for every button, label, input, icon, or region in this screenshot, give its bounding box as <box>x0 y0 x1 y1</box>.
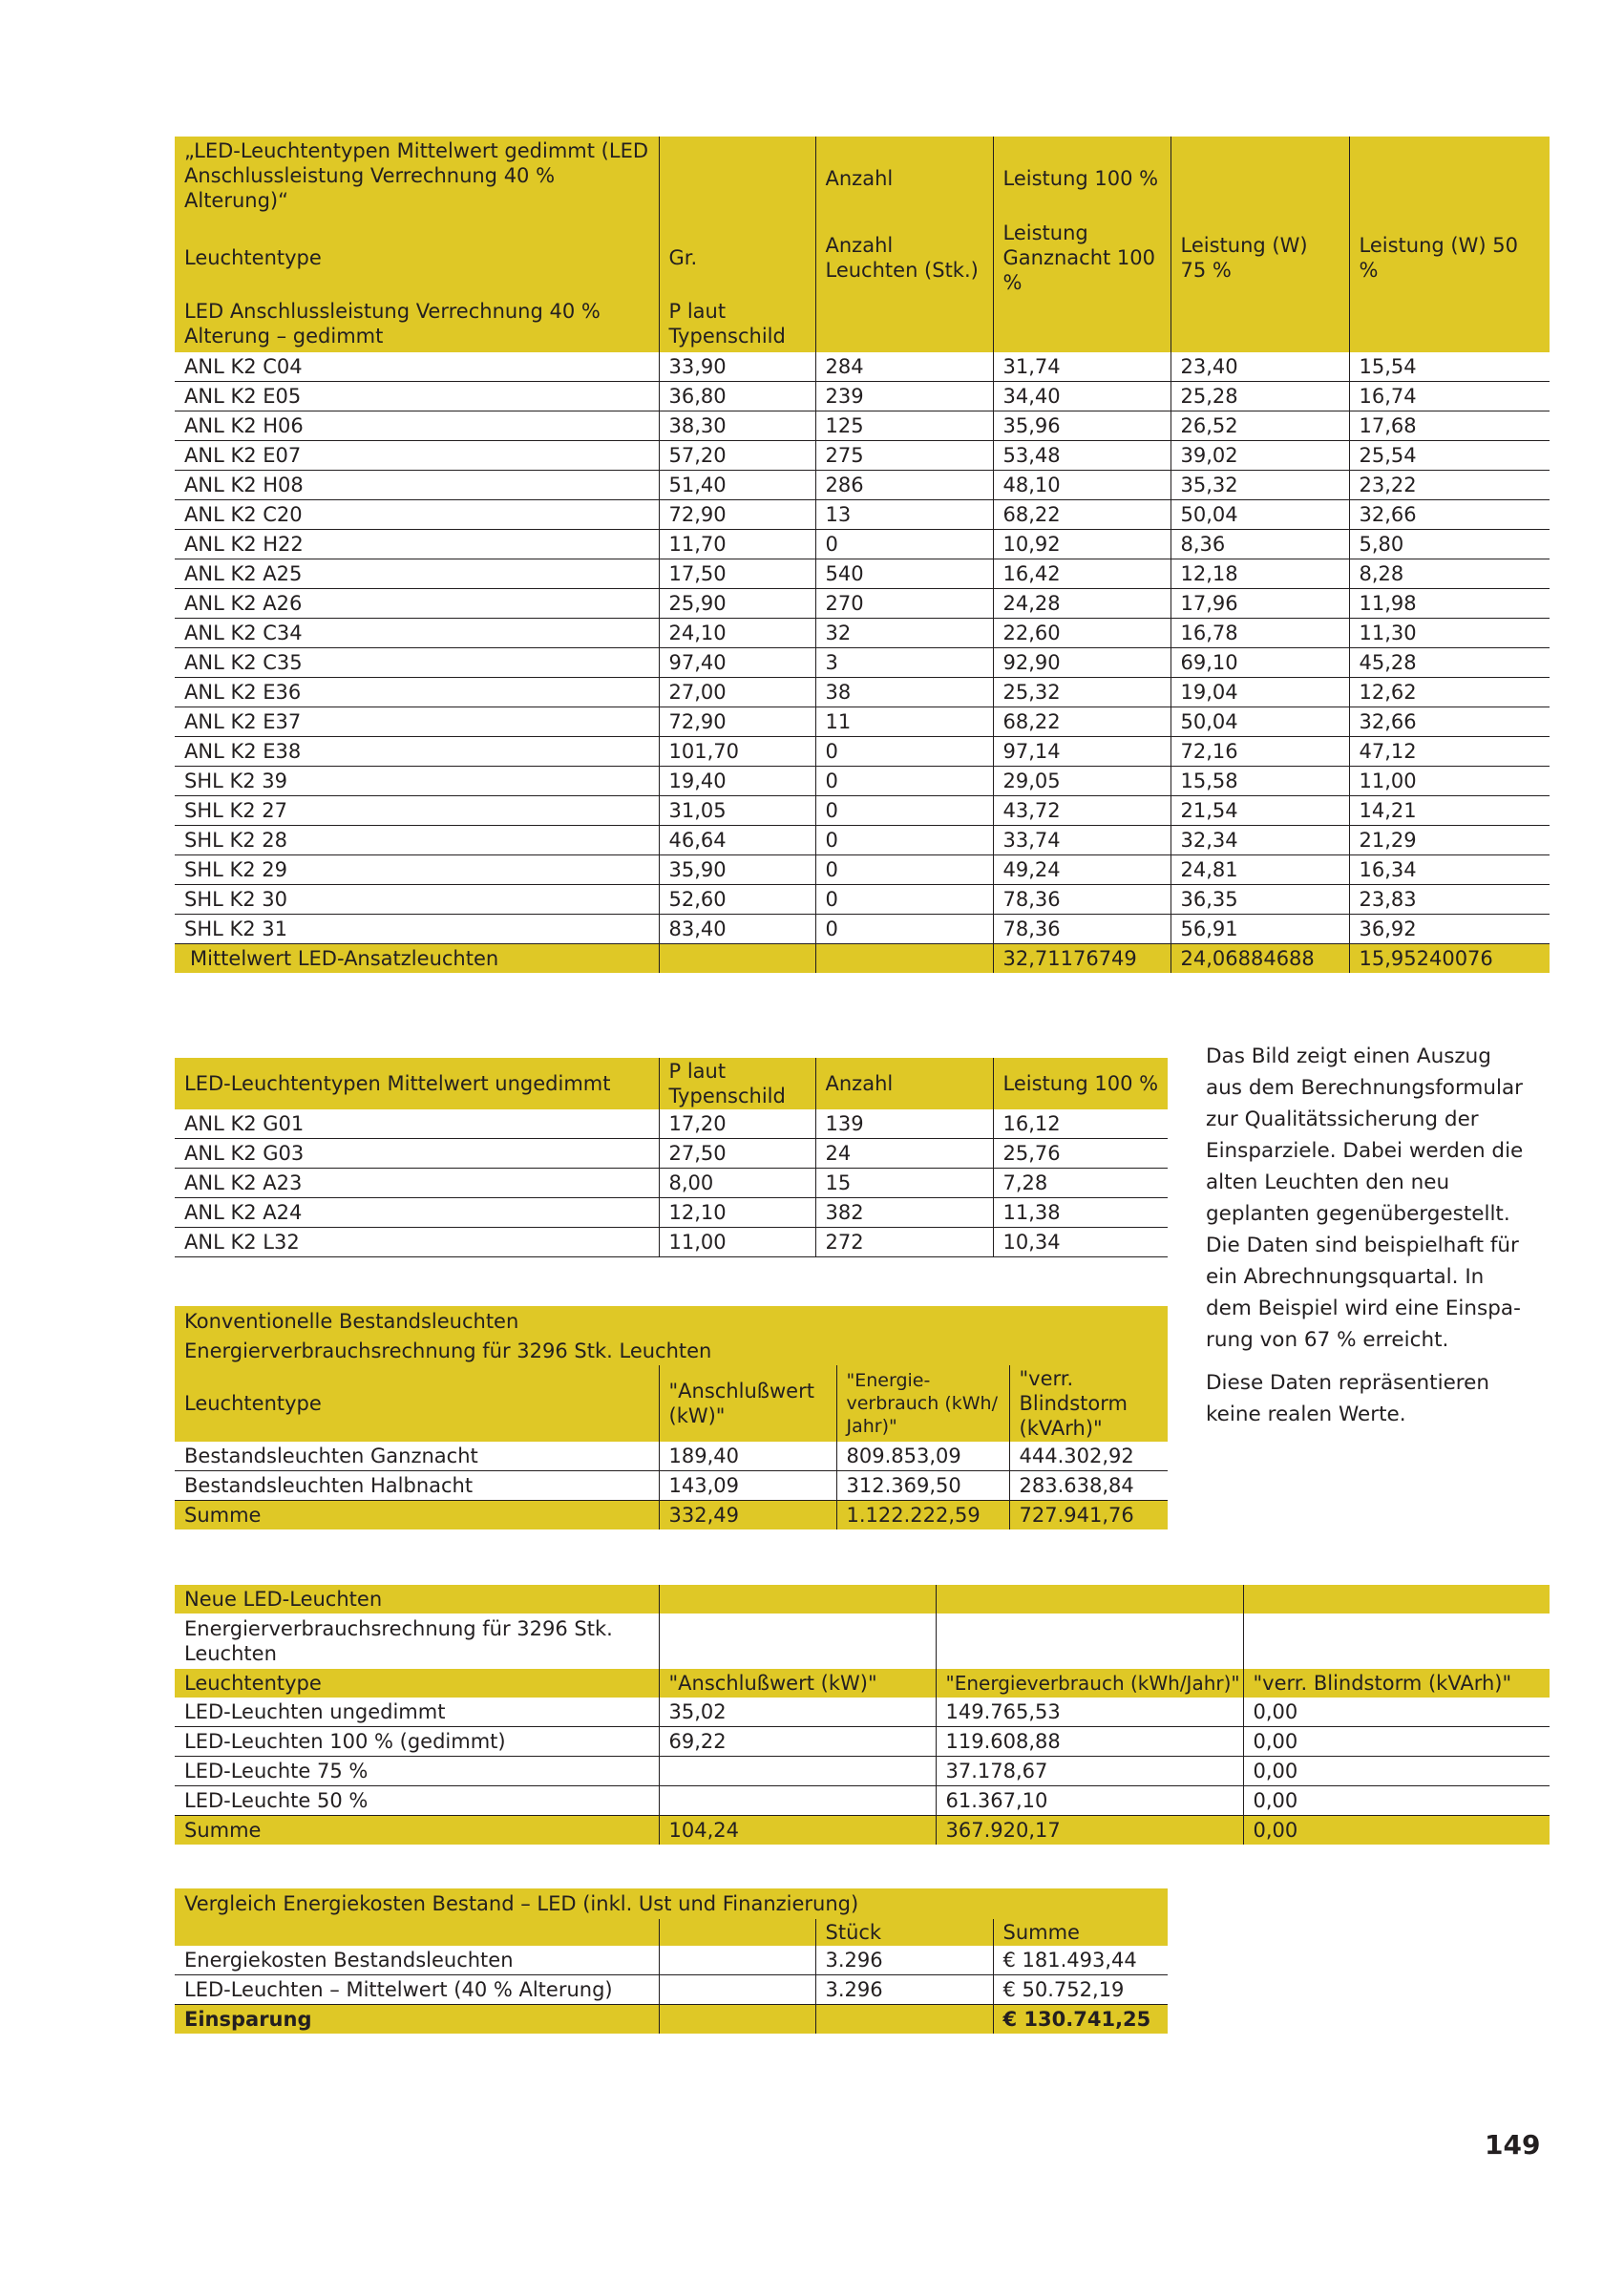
value-cell: 21,54 <box>1171 796 1349 826</box>
row-label-cell: LED-Leuchten – Mittelwert (40 % Alterung) <box>175 1975 659 2005</box>
row-label-cell: LED-Leuchten 100 % (gedimmt) <box>175 1727 659 1757</box>
value-cell: 16,78 <box>1171 619 1349 648</box>
table-row <box>175 707 1550 737</box>
value-cell: 51,40 <box>659 471 815 500</box>
footer-cell: Summe <box>184 1818 262 1842</box>
row-label-cell: ANL K2 E36 <box>175 678 659 707</box>
value-cell: 0,00 <box>1243 1698 1550 1727</box>
existing-lights-table <box>175 1306 1168 1529</box>
table-row <box>175 737 1550 767</box>
value-cell: 16,74 <box>1349 382 1550 411</box>
table-row <box>175 648 1550 678</box>
header-cell: P laut Typenschild <box>659 295 815 352</box>
value-cell: 24,81 <box>1171 855 1349 885</box>
value-cell: 43,72 <box>993 796 1171 826</box>
table-row <box>175 796 1550 826</box>
value-cell: 32,66 <box>1349 500 1550 530</box>
value-cell: 239 <box>815 382 993 411</box>
value-cell: 286 <box>815 471 993 500</box>
value-cell: 11,30 <box>1349 619 1550 648</box>
led-dimmed-table <box>175 137 1550 973</box>
header-cell <box>659 1919 815 1946</box>
value-cell: 24 <box>815 1139 993 1169</box>
value-cell: 382 <box>815 1198 993 1228</box>
row-label-cell: SHL K2 31 <box>175 915 659 944</box>
value-cell: 35,90 <box>659 855 815 885</box>
value-cell: 72,90 <box>659 500 815 530</box>
value-cell: 37.178,67 <box>936 1757 1243 1786</box>
value-cell: 540 <box>815 559 993 589</box>
value-cell: 50,04 <box>1171 500 1349 530</box>
footer-cell: 727.941,76 <box>1009 1501 1168 1529</box>
value-cell: 31,74 <box>993 352 1171 382</box>
table-row <box>175 915 1550 944</box>
value-cell: 139 <box>815 1109 993 1139</box>
value-cell: 50,04 <box>1171 707 1349 737</box>
row-label-cell: LED-Leuchte 75 % <box>175 1757 659 1786</box>
value-cell: 0 <box>815 826 993 855</box>
header-cell: Stück <box>815 1919 993 1946</box>
header-cell <box>1349 137 1550 221</box>
value-cell: 13 <box>815 500 993 530</box>
table-title: Konventionelle Bestandsleuchten <box>184 1310 519 1333</box>
value-cell: 72,16 <box>1171 737 1349 767</box>
row-label-cell: ANL K2 A26 <box>175 589 659 619</box>
footer-cell: Einsparung <box>184 2007 312 2031</box>
table-header-row <box>175 1058 1168 1109</box>
value-cell: 38 <box>815 678 993 707</box>
value-cell: 97,40 <box>659 648 815 678</box>
value-cell: 29,05 <box>993 767 1171 796</box>
value-cell: 272 <box>815 1228 993 1257</box>
row-label-cell: ANL K2 C35 <box>175 648 659 678</box>
value-cell: 32,66 <box>1349 707 1550 737</box>
header-cell: "Energieverbrauch (kWh/Jahr)" <box>936 1669 1243 1698</box>
header-cell: Leuchtentype <box>184 246 322 269</box>
table-row <box>175 855 1550 885</box>
table-header-row <box>175 221 1550 295</box>
value-cell: 0 <box>815 767 993 796</box>
table-row <box>175 826 1550 855</box>
value-cell: 21,29 <box>1349 826 1550 855</box>
value-cell: 25,32 <box>993 678 1171 707</box>
row-label-cell: ANL K2 H08 <box>175 471 659 500</box>
table-footer-row <box>175 944 1550 973</box>
value-cell: 24,28 <box>993 589 1171 619</box>
table-row <box>175 1228 1168 1257</box>
table-footer-row <box>175 2005 1168 2034</box>
value-cell: 8,36 <box>1171 530 1349 559</box>
value-cell: 0 <box>815 530 993 559</box>
table-title-row <box>175 1306 1168 1337</box>
value-cell <box>659 1786 936 1816</box>
value-cell: 17,96 <box>1171 589 1349 619</box>
table-row <box>175 589 1550 619</box>
table-header-row <box>175 1365 1168 1442</box>
table-title-row <box>175 1888 1168 1919</box>
table-row <box>175 1109 1168 1139</box>
footer-cell <box>659 944 815 973</box>
value-cell: 0 <box>815 885 993 915</box>
value-cell: 16,42 <box>993 559 1171 589</box>
value-cell: 23,83 <box>1349 885 1550 915</box>
value-cell: 12,10 <box>659 1198 815 1228</box>
value-cell: 32,34 <box>1171 826 1349 855</box>
value-cell: 22,60 <box>993 619 1171 648</box>
table-header-row <box>175 137 1550 221</box>
footer-cell: Summe <box>184 1503 262 1527</box>
value-cell: 36,92 <box>1349 915 1550 944</box>
header-cell: Leistung 100 % <box>993 137 1171 221</box>
value-cell: 101,70 <box>659 737 815 767</box>
header-cell: Summe <box>993 1919 1168 1946</box>
footer-cell: € 130.741,25 <box>993 2005 1168 2034</box>
value-cell: 15,54 <box>1349 352 1550 382</box>
value-cell: 15,58 <box>1171 767 1349 796</box>
row-label-cell: Bestandsleuchten Ganznacht <box>175 1442 659 1471</box>
footer-cell <box>815 2005 993 2034</box>
footer-cell: 367.920,17 <box>936 1816 1243 1845</box>
new-led-table <box>175 1585 1550 1845</box>
value-cell: 78,36 <box>993 915 1171 944</box>
value-cell: 5,80 <box>1349 530 1550 559</box>
value-cell: 45,28 <box>1349 648 1550 678</box>
header-cell: Anzahl Leuchten (Stk.) <box>815 221 993 295</box>
value-cell: 11 <box>815 707 993 737</box>
table-title-row <box>175 1614 1550 1669</box>
value-cell: 189,40 <box>659 1442 836 1471</box>
value-cell: 0 <box>815 737 993 767</box>
value-cell: 38,30 <box>659 411 815 441</box>
value-cell: 69,22 <box>659 1727 936 1757</box>
row-label-cell: LED-Leuchte 50 % <box>175 1786 659 1816</box>
value-cell: 26,52 <box>1171 411 1349 441</box>
table-row <box>175 471 1550 500</box>
footer-cell: 1.122.222,59 <box>836 1501 1009 1529</box>
table-header-row <box>175 295 1550 352</box>
table-row <box>175 352 1550 382</box>
side-note-paragraph: Das Bild zeigt einen Auszug aus dem Berechnungsformular zur Qualitätssicherung der Einsparziele. Dabei werden die alten Leuchten den neu geplanten gegenübergestellt. Die Daten sind beispielhaft für ein Abrechnungsquartal. In dem Beispiel wird eine Einsparung von 67 % erreicht. <box>1206 1044 1524 1352</box>
header-cell: "Energieverbrauch (kWh/ Jahr)" <box>836 1365 1009 1442</box>
page-number: 149 <box>1485 2129 1541 2161</box>
table-row <box>175 1198 1168 1228</box>
row-label-cell: ANL K2 A23 <box>175 1169 659 1198</box>
value-cell: 17,20 <box>659 1109 815 1139</box>
value-cell: 15 <box>815 1169 993 1198</box>
header-cell: Leistung Ganznacht 100 % <box>993 221 1171 295</box>
value-cell: 11,70 <box>659 530 815 559</box>
value-cell: 25,76 <box>993 1139 1168 1169</box>
value-cell: 72,90 <box>659 707 815 737</box>
header-cell: Leuchtentype <box>184 1392 322 1415</box>
table-row <box>175 1786 1550 1816</box>
value-cell: 32 <box>815 619 993 648</box>
footer-cell: 332,49 <box>659 1501 836 1529</box>
value-cell: 3.296 <box>815 1975 993 2005</box>
value-cell: 11,00 <box>659 1228 815 1257</box>
value-cell: 52,60 <box>659 885 815 915</box>
value-cell: 7,28 <box>993 1169 1168 1198</box>
value-cell: 0,00 <box>1243 1727 1550 1757</box>
value-cell: 49,24 <box>993 855 1171 885</box>
row-label-cell: Bestandsleuchten Halbnacht <box>175 1471 659 1501</box>
value-cell: 57,20 <box>659 441 815 471</box>
value-cell: 68,22 <box>993 500 1171 530</box>
row-label-cell: ANL K2 A24 <box>175 1198 659 1228</box>
header-cell: Anzahl <box>815 1058 993 1109</box>
row-label-cell: ANL K2 L32 <box>175 1228 659 1257</box>
value-cell: 35,02 <box>659 1698 936 1727</box>
row-label-cell: SHL K2 39 <box>175 767 659 796</box>
row-label-cell: ANL K2 E07 <box>175 441 659 471</box>
row-label-cell: ANL K2 C04 <box>175 352 659 382</box>
value-cell: 444.302,92 <box>1009 1442 1168 1471</box>
value-cell: 19,40 <box>659 767 815 796</box>
energy-cost-comparison-table <box>175 1888 1168 2034</box>
table-row <box>175 1698 1550 1727</box>
value-cell: € 50.752,19 <box>993 1975 1168 2005</box>
value-cell: 39,02 <box>1171 441 1349 471</box>
value-cell: 35,96 <box>993 411 1171 441</box>
value-cell: 10,92 <box>993 530 1171 559</box>
table-row <box>175 441 1550 471</box>
footer-cell: Mittelwert LED-Ansatzleuchten <box>190 946 499 970</box>
row-label-cell: ANL K2 H22 <box>175 530 659 559</box>
value-cell: 11,38 <box>993 1198 1168 1228</box>
row-label-cell: ANL K2 E05 <box>175 382 659 411</box>
footer-cell: 32,71176749 <box>993 944 1171 973</box>
value-cell: 3.296 <box>815 1946 993 1975</box>
header-cell: Gr. <box>659 221 815 295</box>
header-cell: P laut Typenschild <box>659 1058 815 1109</box>
value-cell: 69,10 <box>1171 648 1349 678</box>
value-cell: 23,40 <box>1171 352 1349 382</box>
value-cell: 0,00 <box>1243 1757 1550 1786</box>
value-cell: 53,48 <box>993 441 1171 471</box>
row-label-cell: SHL K2 27 <box>175 796 659 826</box>
value-cell: 46,64 <box>659 826 815 855</box>
value-cell: 35,32 <box>1171 471 1349 500</box>
value-cell: 284 <box>815 352 993 382</box>
row-label-cell: ANL K2 G01 <box>175 1109 659 1139</box>
value-cell: 23,22 <box>1349 471 1550 500</box>
header-cell <box>1171 137 1349 221</box>
value-cell: 149.765,53 <box>936 1698 1243 1727</box>
table-row <box>175 767 1550 796</box>
header-cell: Leistung 100 % <box>993 1058 1168 1109</box>
table-row <box>175 1139 1168 1169</box>
header-cell: "verr. Blindstorm (kVArh)" <box>1009 1365 1168 1442</box>
table-row <box>175 1471 1168 1501</box>
value-cell: 275 <box>815 441 993 471</box>
table-row <box>175 559 1550 589</box>
value-cell: 19,04 <box>1171 678 1349 707</box>
value-cell: 97,14 <box>993 737 1171 767</box>
value-cell: 27,50 <box>659 1139 815 1169</box>
value-cell: 25,90 <box>659 589 815 619</box>
header-cell: "Anschlußwert (kW)" <box>659 1365 836 1442</box>
value-cell: 33,74 <box>993 826 1171 855</box>
row-label-cell: Energiekosten Bestandsleuchten <box>175 1946 659 1975</box>
value-cell: 119.608,88 <box>936 1727 1243 1757</box>
value-cell <box>659 1946 815 1975</box>
table-row <box>175 1727 1550 1757</box>
footer-cell <box>659 2005 815 2034</box>
value-cell: 143,09 <box>659 1471 836 1501</box>
table-row <box>175 1975 1168 2005</box>
value-cell: 33,90 <box>659 352 815 382</box>
table-row <box>175 678 1550 707</box>
value-cell: 36,35 <box>1171 885 1349 915</box>
value-cell <box>659 1757 936 1786</box>
value-cell: 27,00 <box>659 678 815 707</box>
value-cell <box>659 1975 815 2005</box>
value-cell: 48,10 <box>993 471 1171 500</box>
row-label-cell: ANL K2 G03 <box>175 1139 659 1169</box>
value-cell: 92,90 <box>993 648 1171 678</box>
header-cell: Leistung (W) 75 % <box>1171 221 1349 295</box>
row-label-cell: ANL K2 C20 <box>175 500 659 530</box>
row-label-cell: ANL K2 H06 <box>175 411 659 441</box>
value-cell: 61.367,10 <box>936 1786 1243 1816</box>
value-cell: 16,12 <box>993 1109 1168 1139</box>
value-cell: 8,28 <box>1349 559 1550 589</box>
value-cell: 17,50 <box>659 559 815 589</box>
value-cell: 3 <box>815 648 993 678</box>
footer-cell: 104,24 <box>659 1816 936 1845</box>
value-cell: 14,21 <box>1349 796 1550 826</box>
value-cell: 270 <box>815 589 993 619</box>
row-label-cell: LED-Leuchten ungedimmt <box>175 1698 659 1727</box>
header-cell: Leuchtentype <box>184 1672 322 1695</box>
value-cell: 78,36 <box>993 885 1171 915</box>
footer-cell: 15,95240076 <box>1349 944 1550 973</box>
value-cell: 16,34 <box>1349 855 1550 885</box>
table-row <box>175 411 1550 441</box>
table-title-row <box>175 1337 1168 1365</box>
footer-cell: 24,06884688 <box>1171 944 1349 973</box>
table-footer-row <box>175 1501 1168 1529</box>
row-label-cell: SHL K2 30 <box>175 885 659 915</box>
value-cell: 0,00 <box>1243 1786 1550 1816</box>
table-row <box>175 619 1550 648</box>
table-title: Neue LED-Leuchten <box>175 1585 659 1614</box>
header-cell: Anzahl <box>815 137 993 221</box>
value-cell: 83,40 <box>659 915 815 944</box>
table-row <box>175 530 1550 559</box>
value-cell: 809.853,09 <box>836 1442 1009 1471</box>
table-subtitle: Energierverbrauchsrechnung für 3296 Stk. Leuchten <box>184 1339 712 1362</box>
value-cell: 17,68 <box>1349 411 1550 441</box>
row-label-cell: ANL K2 E38 <box>175 737 659 767</box>
row-label-cell: ANL K2 C34 <box>175 619 659 648</box>
footer-cell: 0,00 <box>1243 1816 1550 1845</box>
table-subtitle: Energierverbrauchsrechnung für 3296 Stk. Leuchten <box>184 1617 613 1665</box>
table-header-row <box>175 1919 1168 1946</box>
row-label-cell: ANL K2 A25 <box>175 559 659 589</box>
value-cell: 11,00 <box>1349 767 1550 796</box>
value-cell: 25,28 <box>1171 382 1349 411</box>
value-cell: 0 <box>815 855 993 885</box>
footer-cell <box>815 944 993 973</box>
side-note-paragraph: Diese Daten repräsentieren keine realen Werte. <box>1206 1371 1490 1426</box>
table-header-row <box>175 1669 1550 1698</box>
table-title: „LED-Leuchtentypen Mittelwert gedimmt (LED Anschlussleistung Verrechnung 40 % Alterung)“ <box>184 139 649 212</box>
header-cell: Leistung (W) 50 % <box>1349 221 1550 295</box>
header-cell <box>175 1919 659 1946</box>
table-title: Vergleich Energiekosten Bestand – LED (inkl. Ust und Finanzierung) <box>184 1892 859 1915</box>
header-cell: LED Anschlussleistung Verrechnung 40 % Alterung – gedimmt <box>184 300 601 348</box>
row-label-cell: SHL K2 29 <box>175 855 659 885</box>
table-footer-row <box>175 1816 1550 1845</box>
table-row <box>175 1169 1168 1198</box>
value-cell: 0 <box>815 915 993 944</box>
value-cell: 56,91 <box>1171 915 1349 944</box>
value-cell: 125 <box>815 411 993 441</box>
value-cell: 12,62 <box>1349 678 1550 707</box>
row-label-cell: SHL K2 28 <box>175 826 659 855</box>
value-cell: 0 <box>815 796 993 826</box>
value-cell: 36,80 <box>659 382 815 411</box>
row-label-cell: ANL K2 E37 <box>175 707 659 737</box>
value-cell: 312.369,50 <box>836 1471 1009 1501</box>
header-cell: "Anschlußwert (kW)" <box>659 1669 936 1698</box>
table-row <box>175 500 1550 530</box>
value-cell: 283.638,84 <box>1009 1471 1168 1501</box>
value-cell: 31,05 <box>659 796 815 826</box>
value-cell: 25,54 <box>1349 441 1550 471</box>
table-row <box>175 1946 1168 1975</box>
table-row <box>175 1757 1550 1786</box>
value-cell: 34,40 <box>993 382 1171 411</box>
table-row <box>175 382 1550 411</box>
value-cell: 11,98 <box>1349 589 1550 619</box>
side-note <box>1206 1041 1530 1442</box>
value-cell: 47,12 <box>1349 737 1550 767</box>
value-cell: 12,18 <box>1171 559 1349 589</box>
header-cell <box>659 137 815 221</box>
value-cell: 8,00 <box>659 1169 815 1198</box>
value-cell: 24,10 <box>659 619 815 648</box>
value-cell: 10,34 <box>993 1228 1168 1257</box>
value-cell: € 181.493,44 <box>993 1946 1168 1975</box>
led-undimmed-table <box>175 1058 1168 1257</box>
value-cell: 68,22 <box>993 707 1171 737</box>
header-cell: "verr. Blindstorm (kVArh)" <box>1243 1669 1550 1698</box>
table-row <box>175 1442 1168 1471</box>
table-title-row <box>175 1585 1550 1614</box>
header-cell: LED-Leuchtentypen Mittelwert ungedimmt <box>184 1072 611 1095</box>
table-row <box>175 885 1550 915</box>
